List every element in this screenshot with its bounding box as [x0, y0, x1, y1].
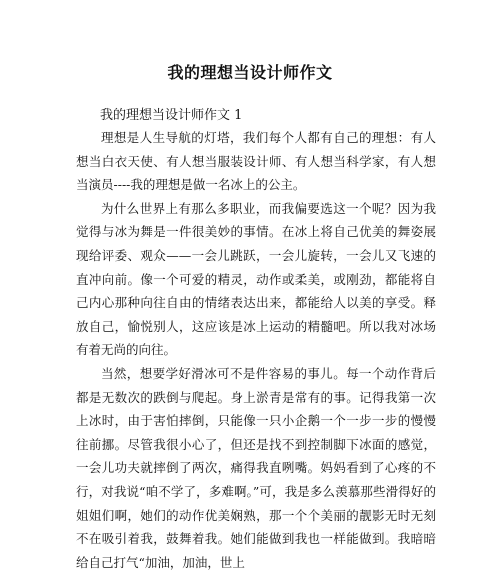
- paragraph-2: 为什么世界上有那么多职业，而我偏要选这一个呢？因为我觉得与冰为舞是一件很美妙的事情。在冰上将自己优美的舞姿展现给评委、观众——一会儿跳跃，一会儿旋转，一会儿又飞速的直冲向前。像一个可爱的精灵，动作或柔美，或刚劲，都能将自己内心那种向往自由的情绪表达出来，都能给人以美的享受。释放自己，愉悦别人，这应该是冰上运动的精髓吧。所以我对冰场有着无尚的向往。: [76, 200, 436, 358]
- essay-body: [76, 126, 436, 574]
- paragraph-3: 当然，想要学好滑冰可不是件容易的事儿。每一个动作背后都是无数次的跌倒与爬起。身上淤青是常有的事。记得我第一次上冰时，由于害怕摔倒，只能像一只小企鹅一个一步一步的慢慢往前挪。尽管我很小心了，但还是找不到控制脚下冰面的感觉，一会儿功夫就摔倒了两次，痛得我直咧嘴。妈妈看到了心疼的不行，对我说“咱不学了，多难啊。”可，我是多么羡慕那些滑得好的姐姐们啊，她们的动作优美娴熟，那一个个美丽的靓影无时无刻不在吸引着我，鼓舞着我。她们能做到我也一样能做到。我暗暗给自己打气“加油，加油，世上: [76, 365, 436, 570]
- essay-subheading: 我的理想当设计师作文 1: [100, 108, 243, 123]
- paragraph-1: 理想是人生导航的灯塔，我们每个人都有自己的理想：有人想当白衣天使、有人想当服装设计师、有人想当科学家，有人想当演员----我的理想是做一名冰上的公主。: [76, 130, 436, 193]
- page-title: 我的理想当设计师作文: [167, 63, 333, 82]
